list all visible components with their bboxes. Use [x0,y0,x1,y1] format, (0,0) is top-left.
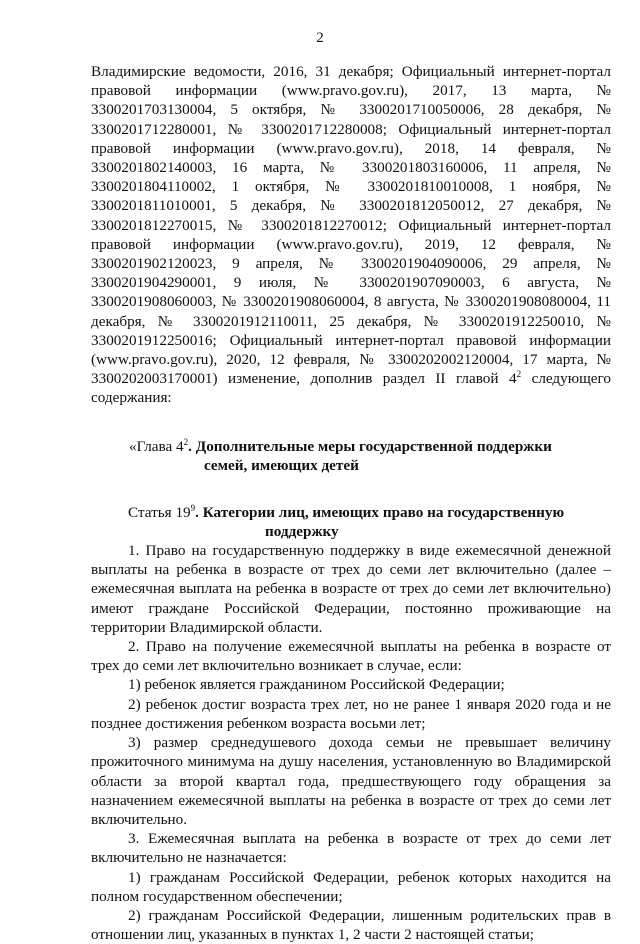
chapter-heading [91,437,611,475]
chapter-title-line2: семей, имеющих детей [204,456,359,474]
chapter-superscript: 2 [183,436,189,447]
paragraph-2-item-3: 3) размер среднедушевого дохода семьи не превышает величину прожиточного минимума на душу населения, установленную во Владимирской области за второй квартал года, предшествующего году обращения за назначением ежемесячной выплаты на ребенка в возрасте от трех до семи лет включительно. [91,734,611,828]
intro-text: Владимирские ведомости, 2016, 31 декабря; Официальный интернет-портал правовой информации (www.pravo.gov.ru), 2017, 13 марта, № 3300201703130004, 5 октября, № 3300201710050006, 28 декабря, № 3300201712280001, № 3300201712280008; Официальный интернет-портал правовой информации (www.pravo.gov.ru), 2018, 14 февраля, № 3300201802140003, 16 марта, № 3300201803160006, 11 апреля, № 3300201804110002, 1 октября, № 3300201810010008, 1 ноября, № 3300201811010001, 5 декабря, № 3300201812050012, 27 декабря, № 3300201812270015, № 3300201812270012; Официальный интернет-портал правовой информации (www.pravo.gov.ru), 2019, 12 февраля, № 3300201902120023, 9 апреля, № 3300201904090006, 29 апреля, № 3300201904290001, 9 июля, № 3300201907090003, 6 августа, № 3300201908060003, № 3300201908060004, 8 августа, № 3300201908080004, 11 декабря, № 3300201912110011, 25 декабря, № 3300201912250010, № 3300201912250016; Официальный интернет-портал правовой информации (www.pravo.gov.ru), 2020, 12 февраля, № 3300202002120004, 17 марта, № 3300202003170001) изменение, дополнив раздел II главой 4 [91,63,611,388]
paragraph-2-item-1: 1) ребенок является гражданином Российской Федерации; [128,676,505,694]
page-number: 2 [316,30,324,46]
article-heading [91,503,611,541]
article-heading-line1 [128,504,564,521]
chapter-heading-line1 [129,437,611,456]
article-title-line1: . Категории лиц, имеющих право на государственную [195,503,565,521]
article-prefix: Статья 19 [128,503,191,521]
chapter-title-line1: . Дополнительные меры государственной поддержки [188,437,552,455]
intro-paragraph [91,62,611,408]
paragraph-3-item-2: 2) гражданам Российской Федерации, лишенным родительских прав в отношении лиц, указанных в пунктах 1, 2 части 2 настоящей статьи; [91,906,611,944]
article-superscript: 9 [190,502,196,513]
paragraph-2-item-2: 2) ребенок достиг возраста трех лет, но не ранее 1 января 2020 года и не позднее достижения ребенком возраста восьми лет; [91,695,611,732]
chapter-prefix: «Глава 4 [129,437,184,455]
paragraph-1: 1. Право на государственную поддержку в виде ежемесячной денежной выплаты на ребенка в возрасте от трех до семи лет включительно (далее – ежемесячная выплата на ребенка в возрасте от трех до семи лет включительно) имеют граждане Российской Федерации, постоянно проживающие на территории Владимирской области. [91,542,611,636]
document-body [91,62,611,944]
paragraph-3: 3. Ежемесячная выплата на ребенка в возрасте от трех до семи лет включительно не назначается: [91,830,611,867]
paragraph-3-item-1: 1) гражданам Российской Федерации, ребенок которых находится на полном государственном обеспечении; [91,868,611,905]
paragraph-2: 2. Право на получение ежемесячной выплаты на ребенка в возрасте от трех до семи лет включительно возникает в случае, если: [91,638,611,675]
intro-superscript: 2 [516,369,522,380]
article-title-line2: поддержку [265,522,339,540]
intro-tail: следующего содержания: [91,370,611,407]
